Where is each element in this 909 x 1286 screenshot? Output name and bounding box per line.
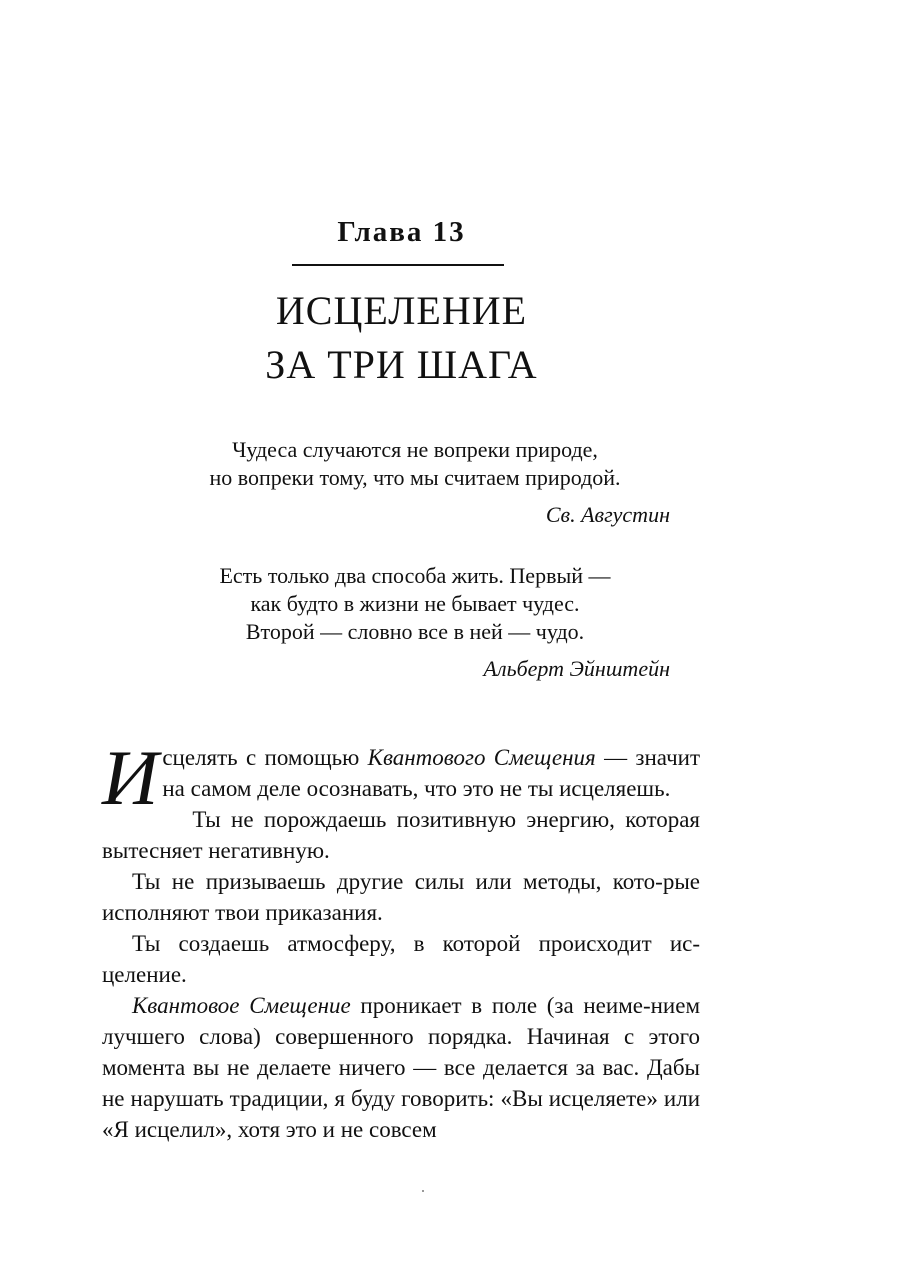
paragraph-4: Ты создаешь атмосферу, в которой происходит ис-целение. <box>102 931 700 987</box>
paragraph-5 <box>102 990 700 1145</box>
epigraph-author: Св. Августин <box>545 502 670 527</box>
page-speck <box>422 1190 424 1192</box>
epigraph-line: Есть только два способа жить. Первый — <box>219 563 611 588</box>
epigraph-line: Чудеса случаются не вопреки природе, <box>232 437 598 462</box>
epigraph-line: но вопреки тому, что мы считаем природой. <box>209 465 621 490</box>
epigraph-line: Второй — словно все в ней — чудо. <box>245 619 585 644</box>
paragraph-1 <box>102 734 701 821</box>
paragraph-text: сцелять с помощью <box>162 745 368 770</box>
paragraph-text: — значит на самом деле осознавать, что это не ты исцеляешь. <box>162 745 701 801</box>
paragraph-3: Ты не призываешь другие силы или методы, кото-рые исполняют твои приказания. <box>102 869 700 925</box>
epigraph-author: Альберт Эйнштейн <box>483 656 670 681</box>
drop-cap: И <box>102 734 159 821</box>
epigraph-einstein <box>160 562 670 683</box>
epigraph-line: как будто в жизни не бывает чудес. <box>250 591 580 616</box>
paragraph-text: проникает в поле (за неиме-нием лучшего слова) совершенного порядка. Начиная с этого момента вы не делаете ничего — все делается за вас. Дабы не нарушать традиции, я буду говорить: «Вы исцеляете» или «Я исцелил», хотя это и не совсем <box>102 993 701 1142</box>
emphasis-term: Квантовое Смещение <box>132 993 351 1018</box>
epigraph-augustine <box>160 436 670 529</box>
chapter-body <box>102 734 701 1145</box>
chapter-label: Глава 13 <box>337 216 466 248</box>
chapter-divider <box>292 264 504 266</box>
chapter-title-line-2: ЗА ТРИ ШАГА <box>265 342 538 387</box>
chapter-title <box>0 284 803 392</box>
emphasis-term: Квантового Смещения <box>367 745 596 770</box>
chapter-title-line-1: ИСЦЕЛЕНИЕ <box>275 288 528 333</box>
paragraph-2: Ты не порождаешь позитивную энергию, которая вытесняет негативную. <box>102 807 700 863</box>
